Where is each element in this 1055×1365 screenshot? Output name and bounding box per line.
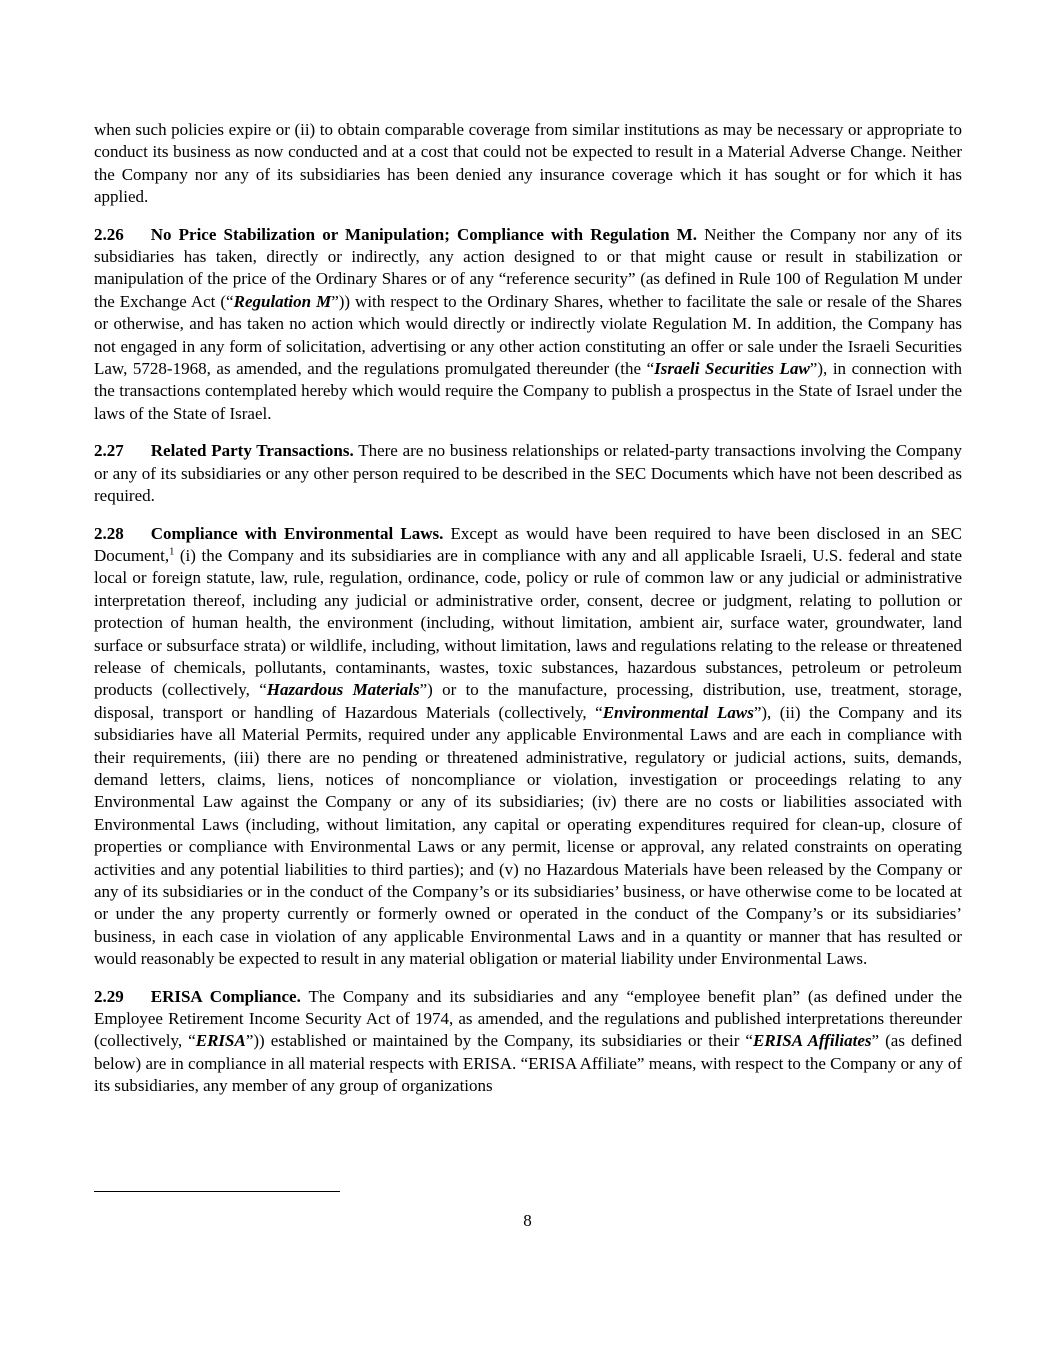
- defined-term: ERISA: [195, 1031, 246, 1051]
- section-heading: Related Party Transactions.: [150, 441, 354, 461]
- text-run: when such policies expire or (ii) to obtain comparable coverage from similar institutions as may be necessary or appropriate to conduct its business as now conducted and at a cost that could not be expected to result in a Material Adverse Change. Neither the Company nor any of its subsidiaries has been denied any insurance coverage which it has sought or for which it has applied.: [94, 120, 962, 207]
- defined-term: Israeli Securities Law: [654, 359, 810, 379]
- text-run: The Company and its subsidiaries and any “employee benefit plan” (as defined under the Employee Retirement Income Security Act of 1974, as amended, and the regulations and published interpretations thereunder (collectively, “: [94, 986, 962, 1051]
- page-number: 8: [523, 1211, 532, 1230]
- footnote-separator-rule: [94, 1191, 340, 1192]
- defined-term: ERISA Affiliates: [752, 1031, 872, 1051]
- text-run: ”) or to the manufacture, processing, distribution, use, treatment, storage, disposal, transport or handling of Hazardous Materials (collectively, “: [94, 680, 962, 722]
- text-run: ” (as defined below) are in compliance in all material respects with ERISA. “ERISA Affiliate” means, with respect to the Company or any of its subsidiaries, any member of any group of organizations: [94, 1031, 962, 1096]
- text-run: ”)) with respect to the Ordinary Shares, whether to facilitate the sale or resale of the Shares or otherwise, and has taken no action which would directly or indirectly violate Regulation M. In addition, the Company has not engaged in any form of solicitation, advertising or any other action constituting an offer or sale under the Israeli Securities Law, 5728-1968, as amended, and the regulations promulgated thereunder (the “: [94, 291, 962, 379]
- paragraph-insurance-continuation: [94, 119, 962, 209]
- section-number: 2.27: [94, 441, 124, 461]
- text-run: Except as would have been required to have been disclosed in an SEC Document,: [94, 523, 962, 565]
- section-number: 2.26: [94, 224, 124, 244]
- defined-term: Regulation M: [233, 291, 332, 311]
- text-run: Neither the Company nor any of its subsidiaries has taken, directly or indirectly, any action designed to or that might cause or result in stabilization or manipulation of the price of the Ordinary Shares or of any “reference security” (as defined in Rule 100 of Regulation M under the Exchange Act (“: [94, 224, 963, 311]
- document-body: [94, 119, 962, 1098]
- text-run: ”), in connection with the transactions contemplated hereby which would require the Company to publish a prospectus in the State of Israel under the laws of the State of Israel.: [94, 359, 962, 423]
- section-2-29: [94, 986, 962, 1098]
- defined-term: Hazardous Materials: [266, 680, 420, 700]
- section-heading: No Price Stabilization or Manipulation; Compliance with Regulation M.: [150, 224, 697, 244]
- text-run: There are no business relationships or related-party transactions involving the Company or any of its subsidiaries or any other person required to be described in the SEC Documents which have not been described as required.: [94, 441, 963, 506]
- text-run: (i) the Company and its subsidiaries are in compliance with any and all applicable Israeli, U.S. federal and state local or foreign statute, law, rule, regulation, ordinance, code, policy or rule of common law or any judicial or administrative interpretation thereof, including any judicial or administrative order, consent, decree or judgment, relating to pollution or protection of human health, the environment (including, without limitation, ambient air, surface water, groundwater, land surface or subsurface strata) or wildlife, including, without limitation, laws and regulations relating to the release or threatened release of chemicals, pollutants, contaminants, wastes, toxic substances, hazardous substances, petroleum or petroleum products (collectively, “: [94, 545, 962, 700]
- section-heading: ERISA Compliance.: [150, 986, 301, 1006]
- section-2-26: [94, 224, 962, 426]
- section-number: 2.29: [94, 986, 124, 1006]
- text-run: ”)) established or maintained by the Company, its subsidiaries or their “: [245, 1031, 753, 1051]
- section-2-28: [94, 523, 962, 971]
- section-heading: Compliance with Environmental Laws.: [150, 523, 444, 543]
- section-number: 2.28: [94, 523, 124, 543]
- defined-term: Environmental Laws: [602, 702, 754, 722]
- text-run: ”), (ii) the Company and its subsidiaries have all Material Permits, required under any applicable Environmental Laws and are each in compliance with their requirements, (iii) there are no pending or threatened administrative, regulatory or judicial actions, suits, demands, demand letters, claims, liens, notices of noncompliance or violation, investigation or proceedings relating to any Environmental Law against the Company or any of its subsidiaries; (iv) there are no costs or liabilities associated with Environmental Laws (including, without limitation, any capital or operating expenditures required for clean-up, closure of properties or compliance with Environmental Laws or any permit, license or approval, any related constraints on operating activities and any potential liabilities to third parties); and (v) no Hazardous Materials have been released by the Company or any of its subsidiaries or in the conduct of the Company’s or its subsidiaries’ business, or have otherwise come to be located at or under the any property currently or formerly owned or operated in the conduct of the Company’s or its subsidiaries’ business, in each case in violation of any applicable Environmental Laws and in a quantity or manner that has resulted or would reasonably be expected to result in any material obligation or material liability under Environmental Laws.: [94, 702, 962, 969]
- section-2-27: [94, 440, 962, 507]
- footnote-reference: 1: [169, 546, 175, 558]
